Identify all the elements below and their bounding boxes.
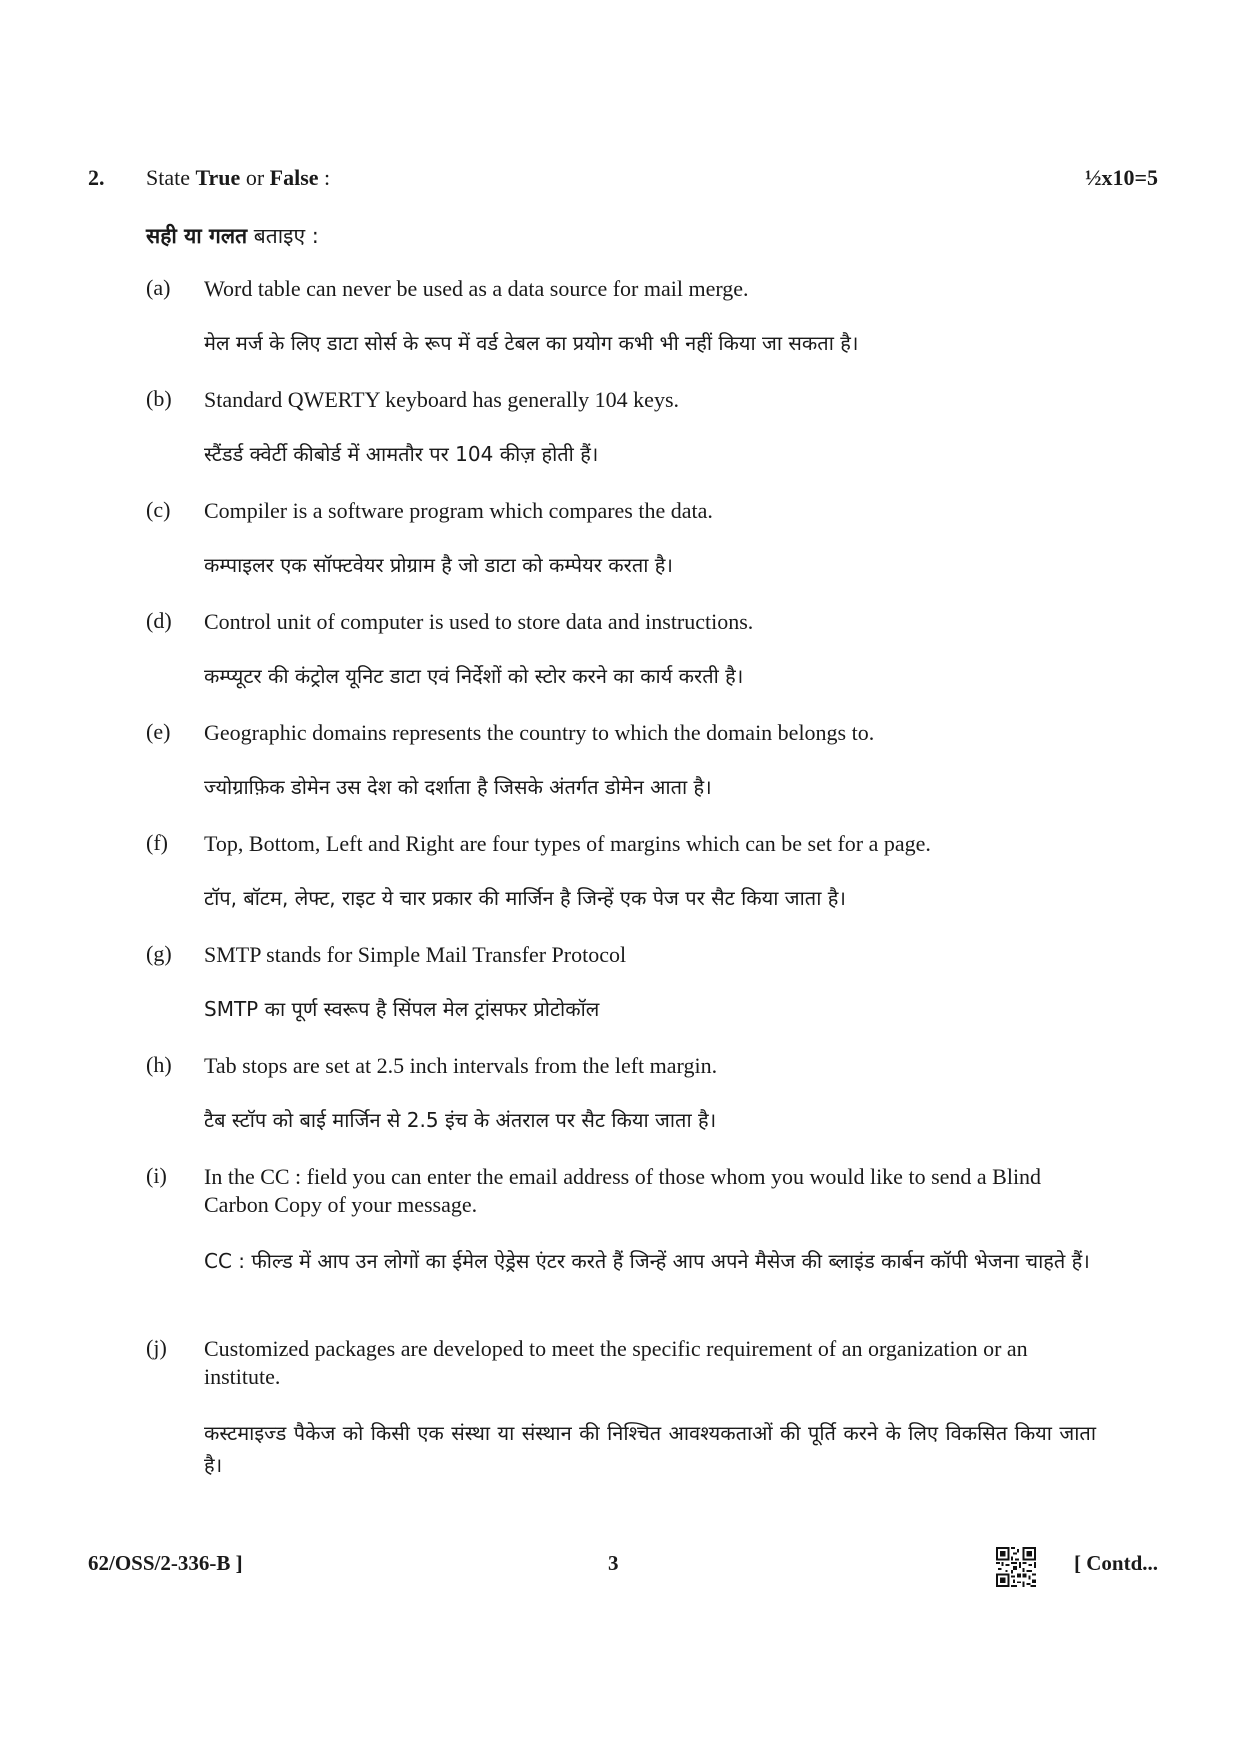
prompt-hi-rest: बताइए : <box>247 224 319 248</box>
item-text-hi: कम्पाइलर एक सॉफ्टवेयर प्रोग्राम है जो डाटा को कम्पेयर करता है। <box>204 553 673 577</box>
item-text-en: SMTP stands for Simple Mail Transfer Protocol <box>204 942 627 967</box>
item-text-hi: ज्योग्राफ़िक डोमेन उस देश को दर्शाता है जिसके अंतर्गत डोमेन आता है। <box>204 775 712 799</box>
item-label: (j) <box>146 1335 167 1360</box>
item-label: (c) <box>146 497 171 522</box>
continued-marker: [ Contd... <box>1073 1551 1158 1575</box>
item-text-hi: SMTP का पूर्ण स्वरूप है सिंपल मेल ट्रांसफर प्रोटोकॉल <box>204 997 600 1021</box>
item-text-en: Control unit of computer is used to store data and instructions. <box>204 609 754 634</box>
prompt-true: True <box>195 165 241 190</box>
question-prompt <box>146 165 330 191</box>
item-text-hi: टैब स्टॉप को बाई मार्जिन से 2.5 इंच के अंतराल पर सैट किया जाता है। <box>204 1108 717 1132</box>
item-text-en: In the CC : field you can enter the email address of those whom you would like to send a Blind Carbon Copy of your message. <box>204 1164 1042 1217</box>
item-text-en: Word table can never be used as a data source for mail merge. <box>204 276 749 301</box>
item-text-hi: मेल मर्ज के लिए डाटा सोर्स के रूप में वर्ड टेबल का प्रयोग कभी भी नहीं किया जा सकता है। <box>204 331 859 355</box>
item-text-en: Top, Bottom, Left and Right are four types of margins which can be set for a page. <box>204 831 931 856</box>
item-text-en: Customized packages are developed to meet the specific requirement of an organization or an institute. <box>204 1336 1028 1389</box>
item-text-hi: कम्प्यूटर की कंट्रोल यूनिट डाटा एवं निर्देशों को स्टोर करने का कार्य करती है। <box>204 664 744 688</box>
prompt-false: False <box>269 165 319 190</box>
item-label: (g) <box>146 941 172 966</box>
item-label: (a) <box>146 275 171 300</box>
item-label: (d) <box>146 608 172 633</box>
item-text-en: Geographic domains represents the country to which the domain belongs to. <box>204 720 875 745</box>
item-text-hi: CC : फील्ड में आप उन लोगों का ईमेल ऐड्रेस एंटर करते हैं जिन्हें आप अपने मैसेज की ब्लाइंड कार्बन कॉपी भेजना चाहते हैं। <box>204 1249 1090 1273</box>
item-text-hi: स्टैंडर्ड क्वेर्टी कीबोर्ड में आमतौर पर 104 कीज़ होती हैं। <box>204 442 599 466</box>
page-number: 3 <box>608 1551 619 1575</box>
question-number: 2. <box>88 165 105 190</box>
item-text-hi: कस्टमाइज्ड पैकेज को किसी एक संस्था या संस्थान की निश्चित आवश्यकताओं की पूर्ति करने के लिए विकसित किया जाता है। <box>204 1421 1096 1477</box>
item-text-en: Tab stops are set at 2.5 inch intervals from the left margin. <box>204 1053 718 1078</box>
question-marks: ½x10=5 <box>1084 165 1158 190</box>
prompt-or: or <box>240 165 270 190</box>
item-label: (b) <box>146 386 172 411</box>
item-label: (h) <box>146 1052 172 1077</box>
qr-code-icon <box>996 1547 1036 1587</box>
page-footer <box>88 1551 1158 1591</box>
item-text-en: Compiler is a software program which compares the data. <box>204 498 713 523</box>
question-prompt-hindi <box>146 222 319 250</box>
item-label: (i) <box>146 1163 167 1188</box>
prompt-hi-bold: सही या गलत <box>146 224 248 248</box>
item-text-hi: टॉप, बॉटम, लेफ्ट, राइट ये चार प्रकार की मार्जिन है जिन्हें एक पेज पर सैट किया जाता है। <box>204 886 846 910</box>
prompt-prefix: State <box>146 165 196 190</box>
item-label: (e) <box>146 719 171 744</box>
item-label: (f) <box>146 830 168 855</box>
paper-code: 62/OSS/2-336-B ] <box>88 1551 243 1575</box>
item-text-en: Standard QWERTY keyboard has generally 104 keys. <box>204 387 680 412</box>
prompt-suffix: : <box>318 165 331 190</box>
question-header <box>88 165 1158 205</box>
